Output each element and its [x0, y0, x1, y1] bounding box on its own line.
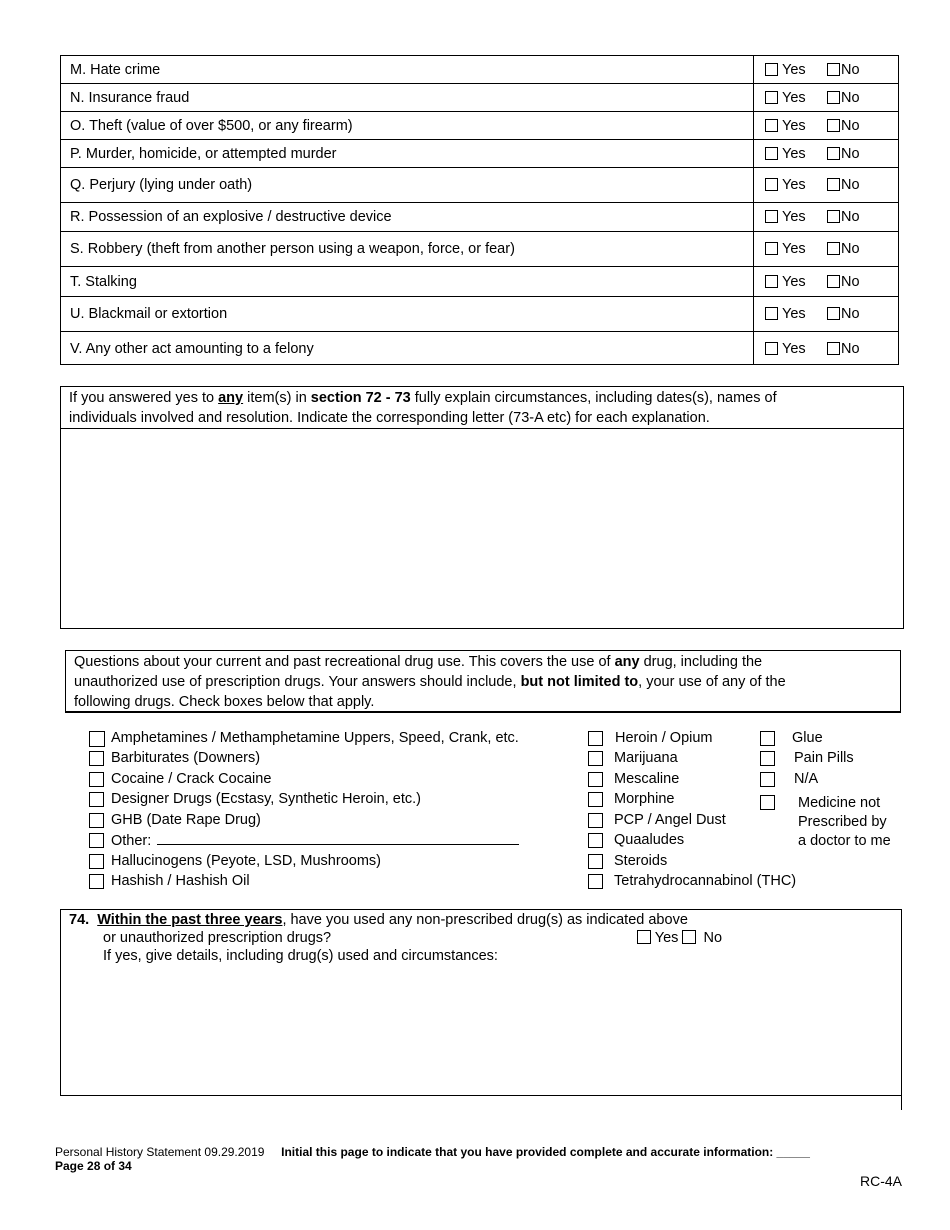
yes-checkbox[interactable] [765, 63, 778, 76]
drug-label: Morphine [614, 791, 675, 807]
yes-no-group [753, 56, 899, 83]
drug-checkbox[interactable] [89, 813, 104, 828]
drug-checkbox[interactable] [760, 772, 775, 787]
yes-checkbox[interactable] [765, 119, 778, 132]
intro-text: drug, including the [639, 654, 763, 670]
crime-row-label: T. Stalking [70, 273, 137, 290]
crime-row-label: Q. Perjury (lying under oath) [70, 177, 253, 193]
no-checkbox[interactable] [827, 307, 840, 320]
intro-text: unauthorized use of prescription drugs. Your answers should include, [74, 674, 521, 690]
no-label: No [841, 209, 860, 225]
yes-no-group [753, 297, 899, 331]
no-checkbox[interactable] [827, 91, 840, 104]
crime-row-u [61, 297, 898, 332]
no-label: No [841, 306, 860, 322]
drug-label: Quaaludes [614, 832, 685, 848]
drug-checkbox[interactable] [588, 772, 603, 787]
no-checkbox[interactable] [827, 342, 840, 355]
yes-no-group [753, 332, 899, 365]
crime-row-label: V. Any other act amounting to a felony [70, 340, 314, 357]
yes-label: Yes [782, 340, 806, 357]
drug-label: Pain Pills [794, 750, 854, 766]
drug-label: a doctor to me [798, 833, 891, 849]
no-checkbox[interactable] [827, 242, 840, 255]
crime-row-label: M. Hate crime [70, 61, 161, 78]
instruction-text: item(s) in [243, 390, 311, 406]
drug-label: Cocaine / Crack Cocaine [111, 771, 272, 787]
intro-text: Questions about your current and past recreational drug use. This covers the use of [74, 654, 615, 670]
yes-no-group [753, 232, 899, 266]
yes-label: Yes [782, 209, 806, 225]
yes-no-group [753, 140, 899, 167]
instruction-text: If you answered yes to [69, 390, 219, 406]
crime-questions-table [60, 55, 899, 365]
intro-text: , your use of any of the [638, 674, 786, 690]
explanation-instructions [61, 387, 903, 429]
drug-checkbox[interactable] [89, 751, 104, 766]
yes-checkbox[interactable] [765, 307, 778, 320]
question-number: 74. [69, 912, 90, 928]
drug-checkbox[interactable] [89, 854, 104, 869]
question-74-box [60, 909, 902, 1096]
drug-label: Hashish / Hashish Oil [111, 873, 250, 889]
crime-row-v [61, 332, 898, 365]
yes-label: Yes [782, 306, 806, 322]
question-text: If yes, give details, including drug(s) used and circumstances: [103, 948, 498, 964]
crime-row-label: O. Theft (value of over $500, or any firearm) [70, 117, 353, 134]
drug-checkbox[interactable] [89, 874, 104, 889]
crime-row-t [61, 267, 898, 297]
crime-row-p [61, 140, 898, 168]
crime-row-q [61, 168, 898, 203]
crime-row-label: S. Robbery (theft from another person using a weapon, force, or fear) [70, 241, 515, 257]
drug-checkbox[interactable] [760, 795, 775, 810]
drug-label: Mescaline [614, 771, 680, 787]
drug-checkbox[interactable] [588, 874, 603, 889]
yes-label: Yes [782, 241, 806, 257]
q74-details-textarea[interactable] [61, 970, 901, 1095]
explanation-box [60, 386, 904, 629]
drug-label: Heroin / Opium [615, 730, 713, 746]
drug-checkbox[interactable] [588, 854, 603, 869]
q74-no-label: No [703, 930, 723, 946]
drug-label: Prescribed by [798, 814, 887, 830]
explanation-textarea[interactable] [61, 429, 903, 628]
question-text: , have you used any non-prescribed drug(s) as indicated above [282, 912, 688, 928]
initial-instruction: Initial this page to indicate that you have provided complete and accurate information: _____ [281, 1145, 810, 1159]
no-label: No [841, 340, 860, 357]
yes-checkbox[interactable] [765, 147, 778, 160]
yes-no-group [753, 112, 899, 139]
drug-label: Barbiturates (Downers) [111, 750, 261, 766]
emphasis-any: any [218, 390, 244, 406]
drug-checkbox[interactable] [588, 751, 603, 766]
q74-yes-no-group [637, 930, 722, 946]
drug-label: Other: [111, 833, 152, 849]
yes-checkbox[interactable] [765, 178, 778, 191]
drug-checkbox[interactable] [588, 731, 603, 746]
crime-row-o [61, 112, 898, 140]
border-tick [901, 1095, 902, 1110]
drug-label: Tetrahydrocannabinol (THC) [614, 873, 797, 889]
yes-checkbox[interactable] [765, 275, 778, 288]
q74-yes-label: Yes [654, 930, 679, 946]
drug-use-intro [65, 650, 901, 713]
drug-checkbox[interactable] [588, 792, 603, 807]
yes-label: Yes [782, 273, 806, 290]
drug-label: Glue [792, 730, 823, 746]
no-checkbox[interactable] [827, 147, 840, 160]
instruction-text: individuals involved and resolution. Indicate the corresponding letter (73-A etc) for each explanation. [69, 410, 710, 426]
yes-no-group [753, 203, 899, 231]
q74-no-checkbox[interactable] [682, 930, 696, 944]
drug-checkbox[interactable] [760, 731, 775, 746]
no-label: No [841, 89, 860, 106]
no-label: No [841, 273, 860, 290]
no-label: No [841, 177, 860, 193]
drug-label: Designer Drugs (Ecstasy, Synthetic Heroin, etc.) [111, 791, 421, 807]
drug-label: PCP / Angel Dust [614, 812, 726, 828]
drug-label: Marijuana [614, 750, 678, 766]
crime-row-s [61, 232, 898, 267]
emphasis-not-limited: but not limited to [520, 674, 639, 690]
no-label: No [841, 145, 860, 162]
yes-checkbox[interactable] [765, 242, 778, 255]
yes-label: Yes [782, 145, 806, 162]
drug-label: GHB (Date Rape Drug) [111, 812, 261, 828]
crime-row-n [61, 84, 898, 112]
drug-label: Hallucinogens (Peyote, LSD, Mushrooms) [111, 853, 381, 869]
yes-no-group [753, 168, 899, 202]
crime-row-r [61, 203, 898, 232]
crime-row-label: P. Murder, homicide, or attempted murder [70, 145, 337, 162]
drug-checkbox[interactable] [89, 792, 104, 807]
drug-label: N/A [794, 771, 819, 787]
drug-checkbox[interactable] [89, 833, 104, 848]
question-emphasis: Within the past three years [97, 912, 283, 928]
emphasis-any: any [614, 654, 640, 670]
yes-label: Yes [782, 89, 806, 106]
no-checkbox[interactable] [827, 119, 840, 132]
drug-label: Steroids [614, 853, 668, 869]
question-74-line1 [69, 912, 688, 928]
drug-label: Medicine not [798, 795, 881, 811]
question-text: or unauthorized prescription drugs? [103, 930, 332, 946]
drug-label: Amphetamines / Methamphetamine Uppers, Speed, Crank, etc. [111, 730, 519, 746]
yes-label: Yes [782, 177, 806, 193]
drug-checkbox[interactable] [760, 751, 775, 766]
yes-checkbox[interactable] [765, 210, 778, 223]
no-checkbox[interactable] [827, 178, 840, 191]
yes-checkbox[interactable] [765, 91, 778, 104]
drug-checkbox[interactable] [89, 772, 104, 787]
q74-yes-checkbox[interactable] [637, 930, 651, 944]
crime-row-m [61, 56, 898, 84]
no-checkbox[interactable] [827, 63, 840, 76]
crime-row-label: N. Insurance fraud [70, 89, 190, 106]
no-checkbox[interactable] [827, 275, 840, 288]
intro-text: following drugs. Check boxes below that apply. [74, 694, 375, 710]
section-reference: section 72 - 73 [310, 390, 411, 406]
yes-label: Yes [782, 117, 806, 134]
no-label: No [841, 61, 860, 78]
yes-no-group [753, 267, 899, 296]
page-number: Page 28 of 34 [55, 1159, 132, 1173]
drug-checkbox[interactable] [89, 731, 105, 747]
crime-row-label: U. Blackmail or extortion [70, 306, 228, 322]
footer-line2 [55, 1159, 132, 1173]
yes-no-group [753, 84, 899, 111]
other-drug-input[interactable] [157, 832, 519, 845]
yes-label: Yes [782, 61, 806, 78]
form-name: Personal History Statement 09.29.2019 [55, 1145, 265, 1159]
instruction-text: fully explain circumstances, including dates(s), names of [410, 390, 777, 406]
footer-line1 [55, 1145, 810, 1159]
drug-checkbox[interactable] [588, 813, 603, 828]
crime-row-label: R. Possession of an explosive / destructive device [70, 209, 392, 225]
form-code: RC-4A [860, 1173, 903, 1189]
no-label: No [841, 241, 860, 257]
drug-checkbox[interactable] [588, 833, 603, 848]
no-checkbox[interactable] [827, 210, 840, 223]
no-label: No [841, 117, 860, 134]
yes-checkbox[interactable] [765, 342, 778, 355]
